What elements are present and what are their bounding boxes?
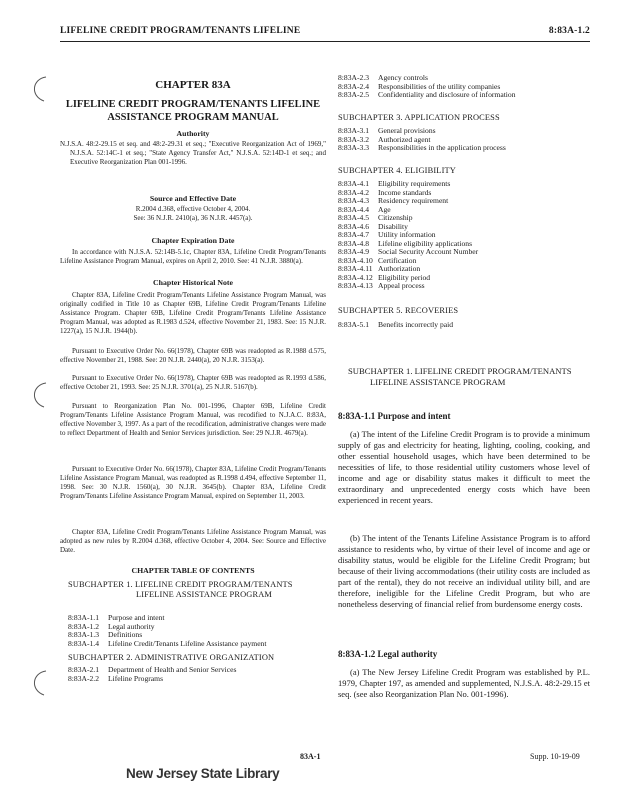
subchapter-1-heading: SUBCHAPTER 1. LIFELINE CREDIT PROGRAM/TENANTS LIFELINE ASSISTANCE PROGRAM bbox=[348, 366, 572, 387]
toc-item-title: Definitions bbox=[108, 630, 143, 639]
toc-item-number: 8:83A-3.3 bbox=[338, 143, 370, 152]
toc-item bbox=[338, 91, 516, 100]
punch-hole-mark bbox=[28, 380, 50, 410]
toc-item-number: 8:83A-4.4 bbox=[338, 204, 370, 214]
toc-item-title: Utility information bbox=[378, 230, 436, 239]
toc-subchapter-3-label: SUBCHAPTER 3. APPLICATION PROCESS bbox=[338, 113, 500, 122]
running-head bbox=[60, 26, 590, 40]
source-line: R.2004 d.368, effective October 4, 2004. bbox=[135, 205, 251, 213]
toc-item-title: Benefits incorrectly paid bbox=[378, 320, 454, 329]
toc-item-number: 8:83A-3.1 bbox=[338, 126, 370, 135]
source-line: See: 36 N.J.R. 2410(a), 36 N.J.R. 4457(a). bbox=[133, 214, 253, 222]
toc-item-number: 8:83A-2.5 bbox=[338, 90, 370, 99]
toc-item-number: 8:83A-1.1 bbox=[68, 613, 100, 622]
toc-item bbox=[68, 640, 266, 649]
toc-item bbox=[338, 321, 453, 330]
authority-heading: Authority bbox=[176, 129, 210, 138]
toc-item-title: Authorization bbox=[378, 264, 421, 273]
toc-item-number: 8:83A-4.12 bbox=[338, 272, 373, 282]
history-paragraph: Pursuant to Executive Order No. 66(1978), Chapter 69B was readopted as R.1993 d.586, effective October 21, 1993. See: 25 N.J.R. 3701(a), 25 N.J.R. 5167(b). bbox=[60, 374, 326, 391]
history-paragraph: Chapter 83A, Lifeline Credit Program/Tenants Lifeline Assistance Program Manual, was adopted as new rules by R.2004 d.368, effective October 4, 2004. See: Source and Effective Date. bbox=[60, 528, 326, 554]
toc-item-number: 8:83A-1.3 bbox=[68, 630, 100, 639]
running-head-title: LIFELINE CREDIT PROGRAM/TENANTS LIFELINE bbox=[60, 26, 301, 36]
toc-item bbox=[338, 144, 506, 153]
toc-item-title: Department of Health and Senior Services bbox=[108, 665, 237, 674]
toc-item-number: 8:83A-4.7 bbox=[338, 230, 370, 239]
toc-item-title: Purpose and intent bbox=[108, 613, 165, 622]
toc-item-title: Residency requirement bbox=[378, 196, 449, 205]
chapter-title-line: LIFELINE CREDIT PROGRAM/TENANTS LIFELINE bbox=[65, 99, 321, 110]
toc-item-number: 8:83A-2.2 bbox=[68, 673, 100, 683]
page-number: 83A-1 bbox=[300, 752, 321, 761]
header-rule bbox=[60, 41, 590, 42]
toc-item-title: Legal authority bbox=[108, 621, 155, 631]
history-heading: Chapter Historical Note bbox=[153, 278, 233, 287]
history-paragraph: Pursuant to Reorganization Plan No. 001-1996, Chapter 69B, Lifeline Credit Program/Tenants Lifeline Assistance Program Manual, was recodified to N.J.A.C. 8:83A, effective November 3, 1997. As a part of the recodification, administrative changes were made to reflect Department of Health and Senior Services jurisdiction. See: 29 N.J.R. 4679(a). bbox=[60, 402, 326, 437]
toc-item-number: 8:83A-2.1 bbox=[68, 665, 100, 674]
toc-subchapter-1-label: SUBCHAPTER 1. LIFELINE CREDIT PROGRAM/TENANTS LIFELINE ASSISTANCE PROGRAM bbox=[68, 580, 293, 600]
toc-item bbox=[68, 675, 236, 684]
toc-item-title: Lifeline eligibility applications bbox=[378, 238, 473, 248]
toc-heading: CHAPTER TABLE OF CONTENTS bbox=[131, 566, 255, 575]
toc-item-title: General provisions bbox=[378, 126, 436, 135]
chapter-title-line: ASSISTANCE PROGRAM MANUAL bbox=[107, 112, 279, 123]
toc-item-title: Appeal process bbox=[378, 281, 425, 290]
toc-subchapter-5-list bbox=[338, 321, 453, 330]
authority-text: N.J.S.A. 48:2-29.15 et seq. and 48:2-29.31 et seq.; "Executive Reorganization Act of 1969," N.J.S.A. 52:14C-1 et seq.; "State Agency Transfer Act," N.J.S.A. 52:14D-1 et seq.; and Executive Reorganization Plan 001-1996. bbox=[60, 140, 326, 166]
toc-item-title: Responsibilities in the application process bbox=[378, 143, 506, 152]
toc-subchapter-4-label: SUBCHAPTER 4. ELIGIBILITY bbox=[338, 166, 456, 175]
toc-item-number: 8:83A-4.3 bbox=[338, 196, 370, 205]
section-1-1-heading: 8:83A-1.1 Purpose and intent bbox=[338, 411, 451, 421]
chapter-title bbox=[60, 98, 326, 124]
history-paragraph: Pursuant to Executive Order No. 66(1978), Chapter 83A, Lifeline Credit Program/Tenants Lifeline Assistance Program Manual, was readopted as R.1998 d.494, effective September 11, 1998. See: 30 N.J.R. 1560(a), 30 N.J.R. 3645(b). Chapter 83A, Lifeline Credit Program/Tenants Lifeline Assistance Program Manual, expired on September 11, 2003. bbox=[60, 465, 326, 500]
expiration-text: In accordance with N.J.S.A. 52:14B-5.1c, Chapter 83A, Lifeline Credit Program/Tenants Lifeline Assistance Program Manual, expires on April 2, 2010. See: 41 N.J.R. 3880(a). bbox=[60, 248, 326, 265]
toc-subchapter-4-list bbox=[338, 180, 478, 291]
toc-item-number: 8:83A-1.4 bbox=[68, 638, 100, 648]
toc-item-number: 8:83A-4.10 bbox=[338, 255, 373, 265]
toc-item-number: 8:83A-3.2 bbox=[338, 134, 370, 144]
toc-item-title: Lifeline Credit/Tenants Lifeline Assistance payment bbox=[108, 638, 267, 648]
toc-subchapter-5-label: SUBCHAPTER 5. RECOVERIES bbox=[338, 306, 459, 315]
toc-item-number: 8:83A-4.11 bbox=[338, 264, 373, 273]
toc-subchapter-2-label: SUBCHAPTER 2. ADMINISTRATIVE ORGANIZATION bbox=[68, 653, 275, 662]
toc-item-title: Confidentiality and disclosure of information bbox=[378, 90, 516, 99]
chapter-number: CHAPTER 83A bbox=[155, 79, 231, 91]
section-1-1-para-a: (a) The intent of the Lifeline Credit Program is to provide a minimum supply of gas and electricity for heating, lighting, cooling, cooking, and other essential household usages, which have been determined to be necessities of life, to those residential utility customers whose level of income and age or disability status makes it difficult to meet the extraordinary and unprecedented energy costs which have been experienced in recent years. bbox=[338, 429, 590, 505]
toc-item-title: Social Security Account Number bbox=[378, 247, 479, 256]
toc-subchapter-3-list bbox=[338, 127, 506, 153]
section-1-2-para-a: (a) The New Jersey Lifeline Credit Program was established by P.L. 1979, Chapter 197, as amended and supplemented, N.J.S.A. 48:2-29.15 et seq. (see also Reorganization Plan No. 001-1996). bbox=[338, 667, 590, 699]
toc-item-title: Agency controls bbox=[378, 73, 428, 82]
toc-subchapter-2-list-continued bbox=[338, 74, 516, 100]
punch-hole-mark bbox=[28, 74, 50, 104]
toc-item-title: Responsibilities of the utility companies bbox=[378, 81, 501, 91]
toc-item-title: Disability bbox=[378, 221, 408, 231]
toc-item-title: Income standards bbox=[378, 187, 432, 197]
toc-item-number: 8:83A-4.8 bbox=[338, 238, 370, 248]
running-head-section: 8:83A-1.2 bbox=[548, 26, 590, 36]
toc-subchapter-1-list bbox=[68, 614, 266, 648]
punch-hole-mark bbox=[28, 668, 50, 698]
toc-item-title: Lifeline Programs bbox=[108, 673, 164, 683]
toc-item-title: Certification bbox=[378, 255, 417, 265]
toc-item-title: Age bbox=[378, 204, 391, 214]
toc-item bbox=[338, 282, 478, 291]
toc-item-title: Eligibility requirements bbox=[378, 179, 451, 188]
toc-item-title: Eligibility period bbox=[378, 272, 431, 282]
source-heading: Source and Effective Date bbox=[149, 194, 237, 203]
toc-item-number: 8:83A-2.4 bbox=[338, 81, 370, 91]
toc-item-number: 8:83A-1.2 bbox=[68, 621, 100, 631]
supplement-date: Supp. 10-19-09 bbox=[530, 752, 580, 761]
section-1-1-para-b: (b) The intent of the Tenants Lifeline Assistance Program is to afford assistance to residents who, by virtue of their level of income and age or disability status, would be eligible for the Lifeline Credit Program; but because of their living accommodations (their utility costs are included as part of the rental), they do not receive an individual utility bill, and are therefore, ineligible for the Lifeline Credit Program, but who are nonetheless deserving of financial relief from burdensome energy costs. bbox=[338, 533, 590, 609]
toc-item-number: 8:83A-4.5 bbox=[338, 213, 370, 222]
history-paragraph: Chapter 83A, Lifeline Credit Program/Tenants Lifeline Assistance Program Manual, was originally codified in Title 10 as Chapter 69B, Lifeline Credit Program/Tenants Lifeline Assistance Program. Chapter 69B, Lifeline Credit Program/Tenants Lifeline Assistance Program Manual, was adopted as R.1983 d.524, effective November 21, 1983. See: 15 N.J.R. 1227(a), 15 N.J.R. 1944(b). bbox=[60, 291, 326, 335]
toc-item-number: 8:83A-4.2 bbox=[338, 187, 370, 197]
toc-subchapter-2-list bbox=[68, 666, 236, 683]
history-paragraph: Pursuant to Executive Order No. 66(1978), Chapter 69B was readopted as R.1988 d.575, effective November 21, 1988. See: 20 N.J.R. 2440(a), 20 N.J.R. 3153(a). bbox=[60, 347, 326, 364]
toc-item-number: 8:83A-2.3 bbox=[338, 73, 370, 82]
toc-item-number: 8:83A-5.1 bbox=[338, 320, 370, 329]
section-1-2-heading: 8:83A-1.2 Legal authority bbox=[338, 649, 438, 659]
toc-item-title: Citizenship bbox=[378, 213, 413, 222]
expiration-heading: Chapter Expiration Date bbox=[151, 236, 235, 245]
toc-item-number: 8:83A-4.1 bbox=[338, 179, 370, 188]
toc-item-number: 8:83A-4.6 bbox=[338, 221, 370, 231]
toc-item-number: 8:83A-4.13 bbox=[338, 281, 373, 290]
toc-item-title: Authorized agent bbox=[378, 134, 431, 144]
toc-item-number: 8:83A-4.9 bbox=[338, 247, 370, 256]
library-stamp: New Jersey State Library bbox=[126, 766, 280, 781]
